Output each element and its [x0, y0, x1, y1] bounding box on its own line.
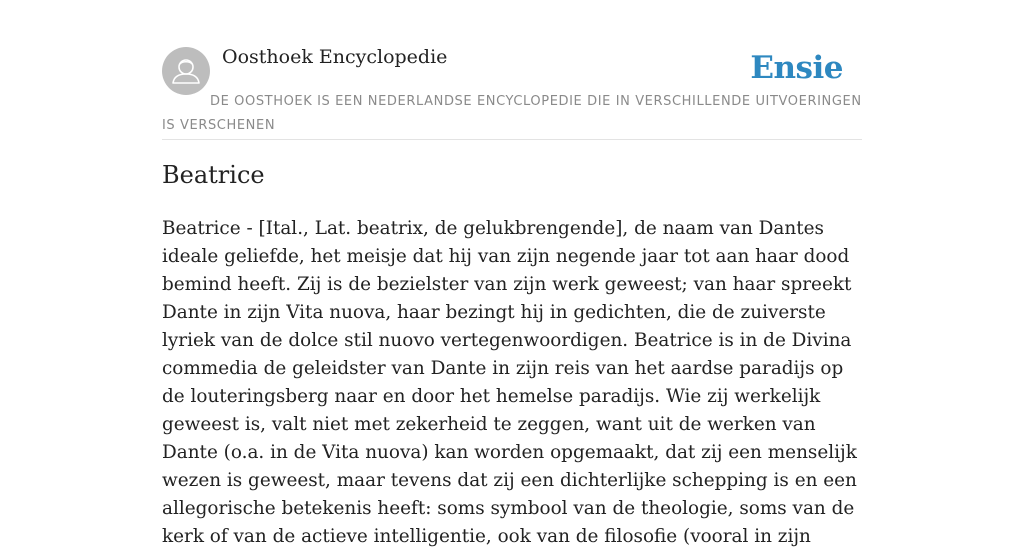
- header-divider: [162, 139, 862, 140]
- article-body: Beatrice - [Ital., Lat. beatrix, de gelukbrengende], de naam van Dantes ideale geliefde, het meisje dat hij van zijn negende jaar tot aan haar dood bemind heeft. Zij is de bezielster van zijn werk geweest; van haar spreekt Dante in zijn Vita nuova, haar bezingt hij in gedichten, die de zuiverste lyriek van de dolce stil nuovo vertegenwoordigen. Beatrice is in de Divina commedia de geleidster van Dante in zijn reis van het aardse paradijs op de louteringsberg naar en door het hemelse paradijs. Wie zij werkelijk geweest is, valt niet met zekerheid te zeggen, want uit de werken van Dante (o.a. in de Vita nuova) kan worden opgemaakt, dat zij een menselijk wezen is geweest, maar tevens dat zij een dichterlijke schepping is en een allegorische betekenis heeft: soms symbool van de theologie, soms van de kerk of van de actieve intelligentie, ook van de filosofie (vooral in zijn: [162, 218, 857, 547]
- user-silhouette-icon: [162, 47, 210, 95]
- user-avatar-icon[interactable]: [162, 47, 210, 95]
- brand-logo-link[interactable]: Ensie: [750, 50, 843, 86]
- site-name-link[interactable]: Oosthoek Encyclopedie: [222, 46, 448, 68]
- site-tagline: DE OOSTHOEK IS EEN NEDERLANDSE ENCYCLOPEDIE DIE IN VERSCHILLENDE UITVOERINGEN IS VERSCHENEN: [162, 94, 862, 133]
- article-title: Beatrice: [162, 161, 265, 189]
- page-container: [162, 0, 862, 547]
